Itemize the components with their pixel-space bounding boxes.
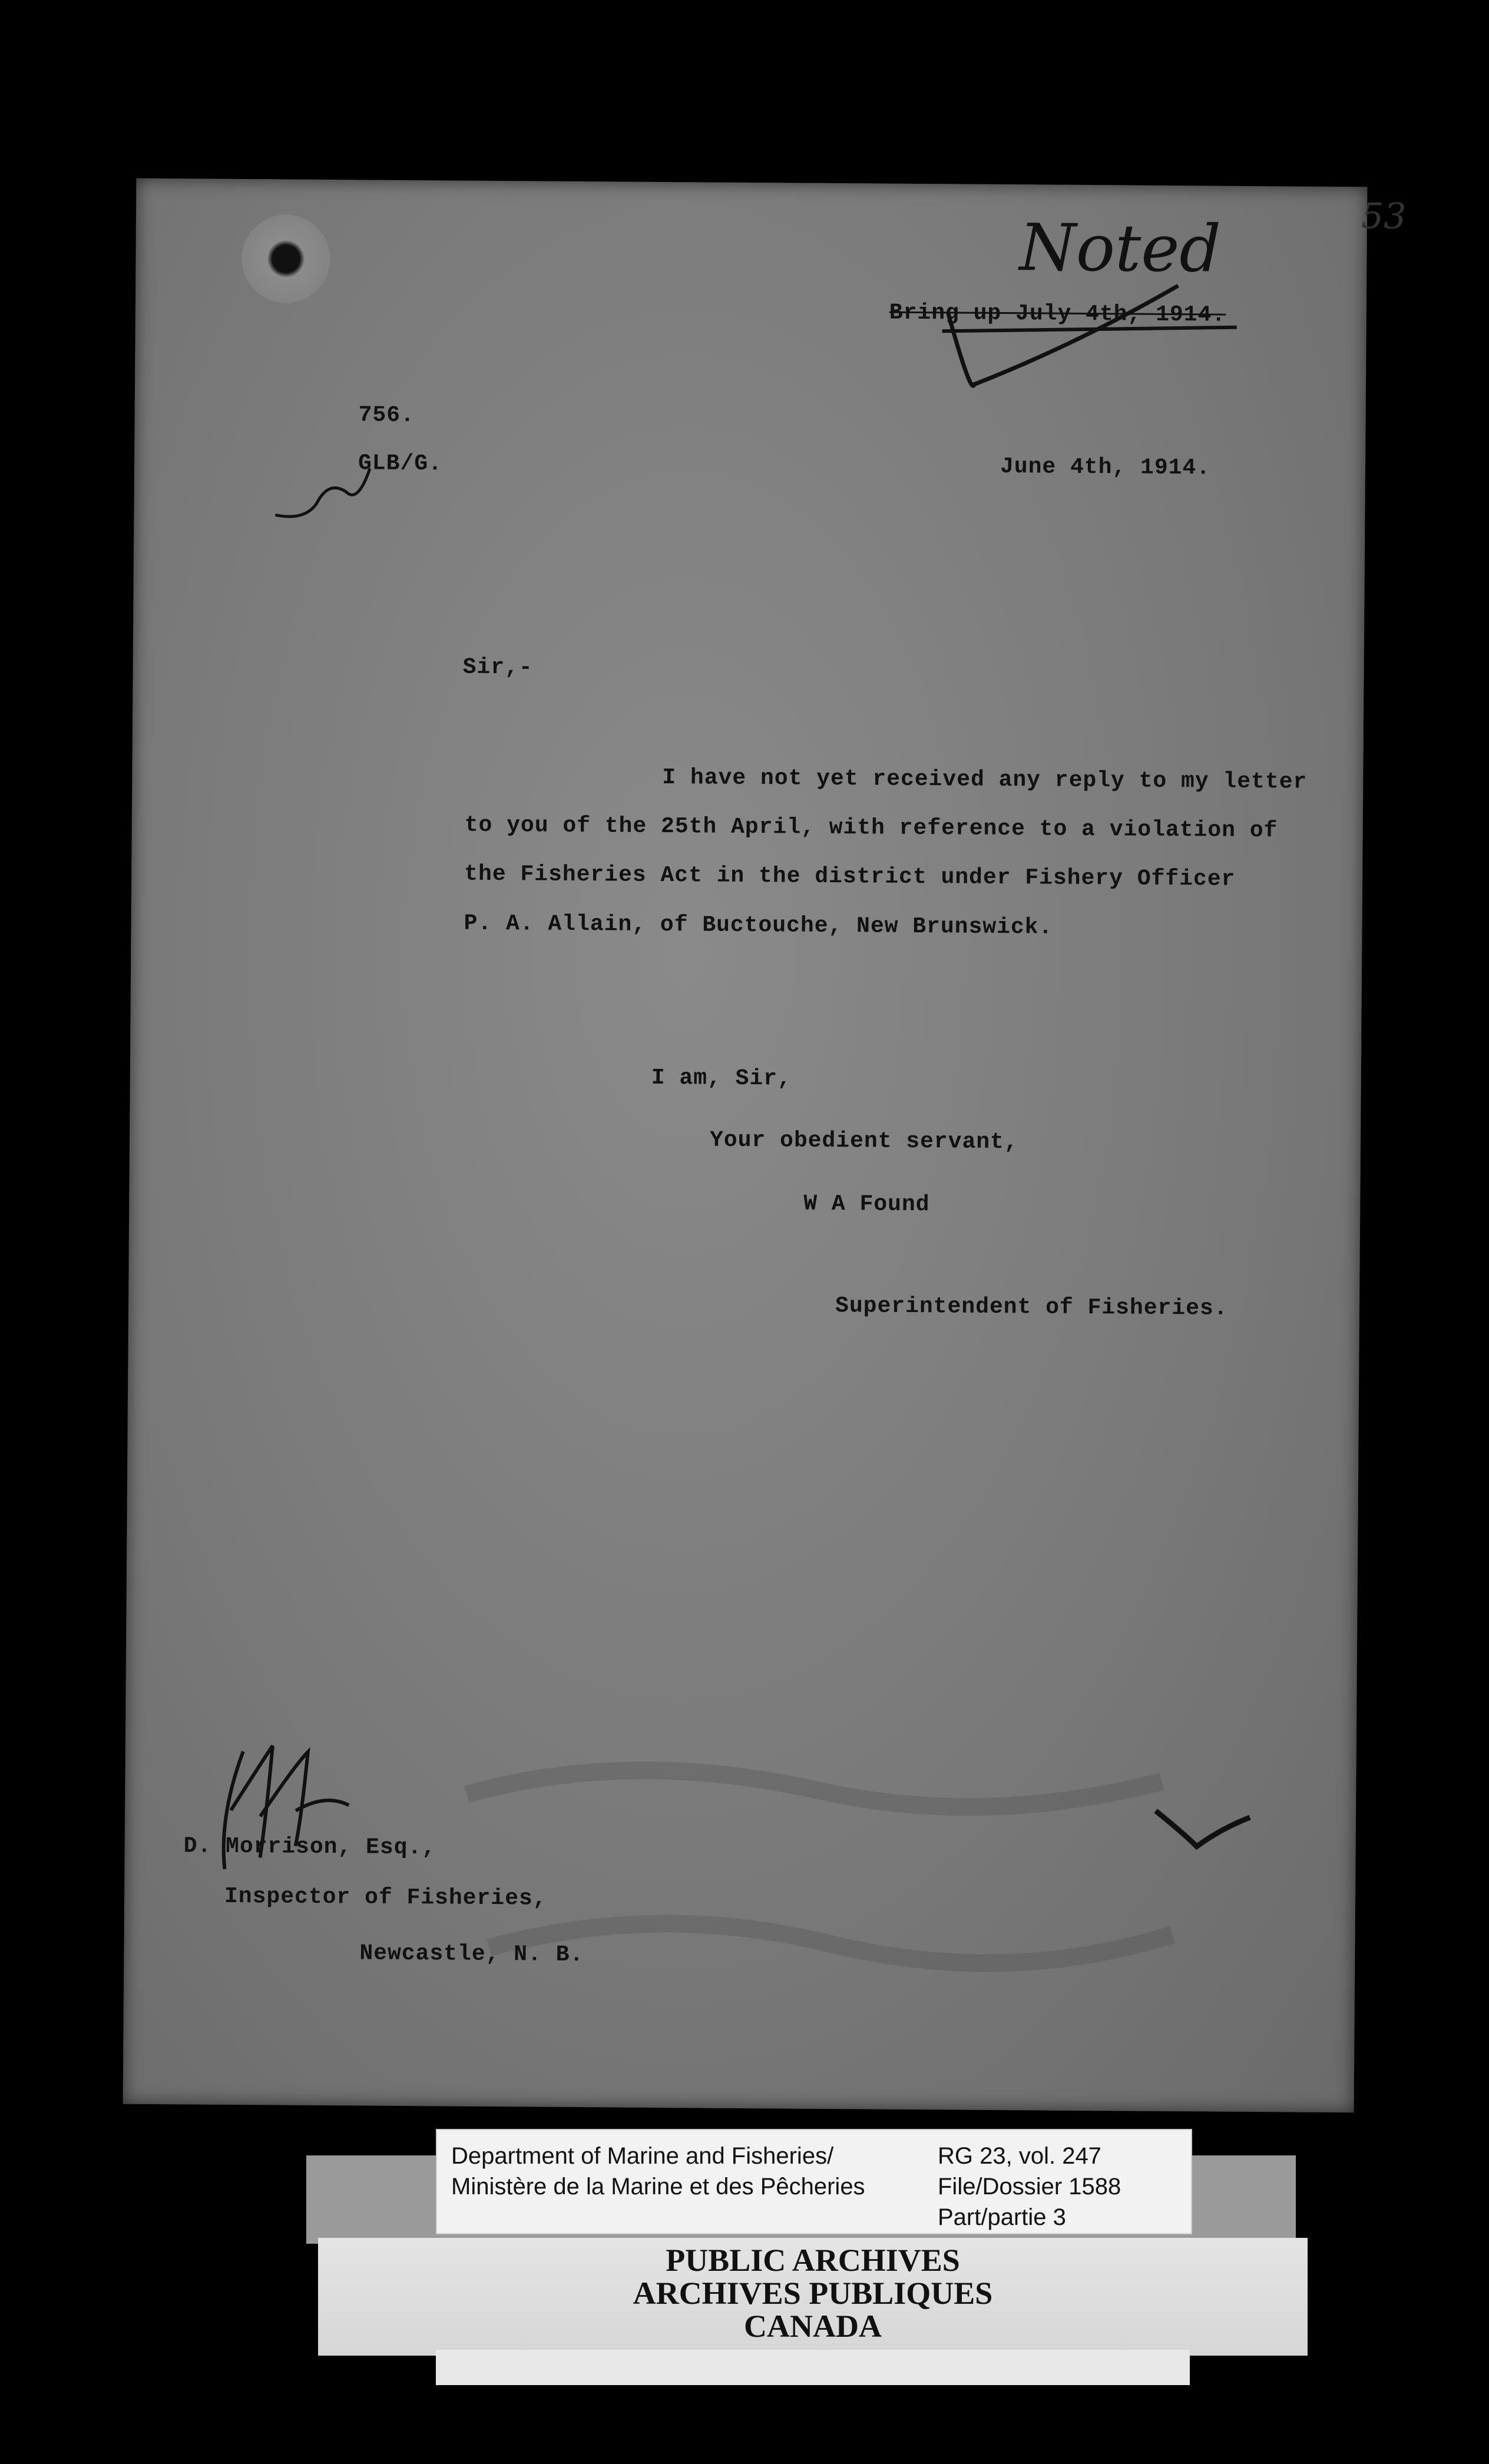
department-en: Department of Marine and Fisheries/ [451, 2143, 834, 2169]
banner-line: ARCHIVES PUBLIQUES [633, 2276, 993, 2311]
faint-stamp [454, 1724, 1192, 2035]
file-dossier: File/Dossier 1588 [938, 2174, 1121, 2200]
body-line: P. A. Allain, of Buctouche, New Brunswick. [464, 910, 1053, 940]
banner-line: PUBLIC ARCHIVES [666, 2243, 960, 2278]
department-fr: Ministère de la Marine et des Pêcheries [451, 2174, 865, 2200]
body-line: I have not yet received any reply to my letter [662, 765, 1308, 795]
reference-block [938, 2141, 1121, 2233]
addressee-line: Inspector of Fisheries, [224, 1883, 547, 1912]
letter-page [123, 178, 1407, 2113]
label-bottom [436, 2350, 1190, 2385]
reference-initials: GLB/G. [358, 451, 443, 477]
signature-name: W A Found [803, 1191, 930, 1218]
body-line: to you of the 25th April, with reference to a violation of [464, 812, 1278, 844]
check-mark [1149, 1799, 1256, 1870]
file-number: 756. [358, 402, 415, 429]
part: Part/partie 3 [938, 2204, 1066, 2230]
addressee-line: Newcastle, N. B. [359, 1940, 584, 1968]
addressee-line: D. Morrison, Esq., [183, 1833, 436, 1861]
letter-date: June 4th, 1914. [1000, 453, 1211, 481]
salutation: Sir,- [462, 654, 533, 681]
initials-scribble [269, 456, 388, 527]
punch-hole [241, 214, 330, 303]
department-block [451, 2141, 865, 2202]
bring-up-note: Bring up July 4th, 1914. [889, 300, 1226, 328]
noted-text: Noted [1019, 210, 1222, 287]
signature-title: Superintendent of Fisheries. [835, 1293, 1228, 1322]
archive-banner [436, 2232, 1190, 2356]
archive-label [436, 2129, 1192, 2234]
closing-line: I am, Sir, [651, 1065, 792, 1092]
closing-line: Your obedient servant, [709, 1127, 1018, 1155]
record-group: RG 23, vol. 247 [938, 2143, 1101, 2169]
page-number: 53 [1361, 196, 1407, 237]
banner-line: CANADA [744, 2309, 882, 2344]
body-line: the Fisheries Act in the district under Fishery Officer [464, 861, 1236, 892]
